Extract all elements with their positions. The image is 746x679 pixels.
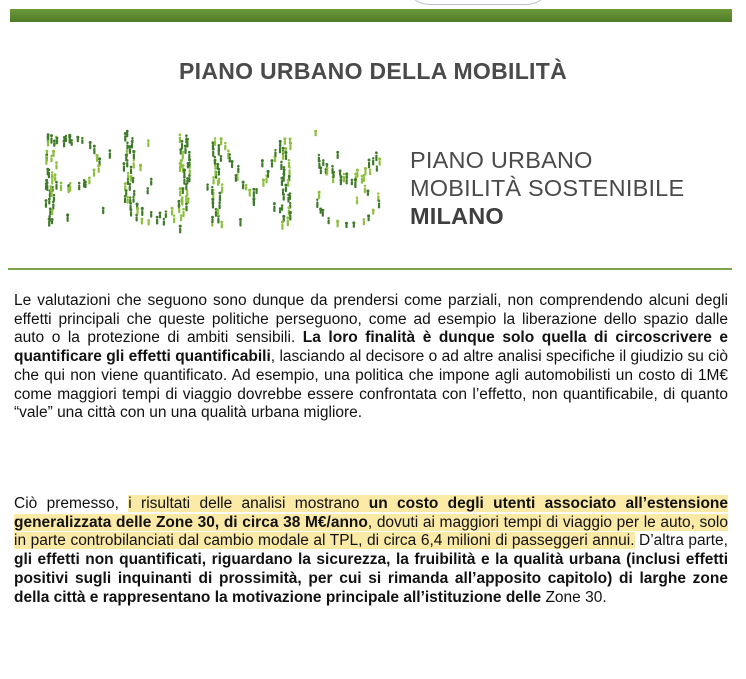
header-arc-decoration — [403, 0, 553, 5]
p2-text-5: D’altra parte, — [634, 532, 728, 550]
p2-text-4-highlight: , dovuti ai maggiori tempi di viaggio per le auto, solo in parte controbilanciati dal cambio modale al TPL, di circa 6,4 milioni di passeggeri annui. — [14, 513, 728, 550]
paragraph-2 — [14, 495, 728, 607]
p2-text-1: Ciò premesso, — [14, 495, 129, 512]
p2-text-7: Zone 30. — [541, 588, 607, 606]
pums-logo-mark — [8, 120, 390, 240]
p2-text-2-highlight: i risultati delle analisi mostrano — [128, 495, 369, 512]
p2-text-3-highlight-bold: un costo degli utenti associato all’estensione generalizzata delle Zone 30, di circa 38 M€/anno — [14, 495, 728, 531]
logo-line-3: MILANO — [410, 203, 504, 229]
header-green-band — [10, 9, 732, 22]
p1-text-3: , lasciando al decisore o ad altre analisi specifiche il giudizio su ciò che qui non viene quantificato. Ad esempio, una politica che impone agli automobilisti un costo di 1M€ come maggiori tempi di viaggio dovrebbe essere confrontata con l’effetto, non quantificabile, di quanto “vale” una città con un una qualità urbana migliore. — [14, 348, 728, 422]
p2-text-6-bold: gli effetti non quantificati, riguardano la sicurezza, la fruibilità e la qualità urbana (inclusi effetti positivi sugli inquinanti di prossimità, per cui si rimanda all’apposito capitolo) di larghe zone della città e rappresentano la motivazione principale all’istituzione delle — [14, 551, 728, 606]
logo-wordmark — [410, 146, 684, 230]
logo-line-1: PIANO URBANO — [410, 147, 593, 173]
paragraph-1 — [14, 292, 728, 423]
p1-text-1: Le valutazioni che seguono sono dunque da prendersi come parziali, non comprendendo alcuni degli effetti principali che queste politiche perseguono, come ad esempio la liberazione dello spazio dalle auto o la protezione di ambiti sensibili. — [14, 292, 728, 347]
page-title: PIANO URBANO DELLA MOBILITÀ — [178, 58, 567, 84]
section-divider — [8, 268, 732, 270]
logo-line-2: MOBILITÀ SOSTENIBILE — [410, 175, 685, 201]
p1-text-2-bold: La loro finalità è dunque solo quella di circoscrivere e quantificare gli effetti quantificabili — [14, 329, 729, 366]
